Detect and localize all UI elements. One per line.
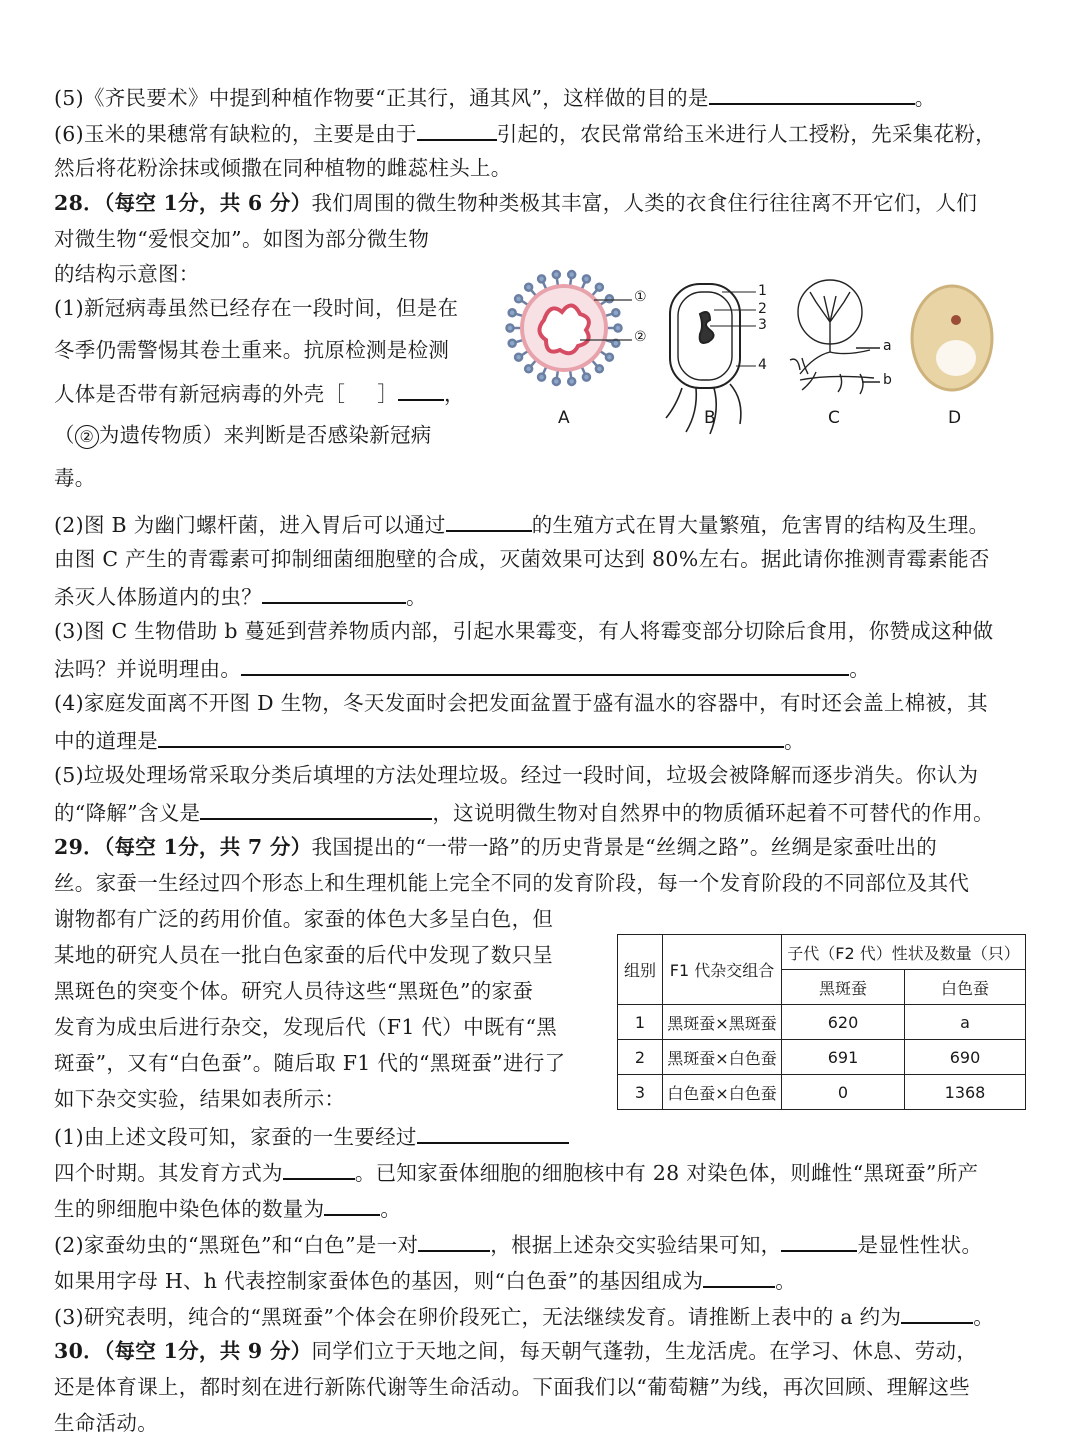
table-row	[618, 1040, 1026, 1075]
q28-2	[54, 508, 989, 540]
q28-5-tail: ，这说明微生物对自然界中的物质循环起着不可替代的作用。	[432, 801, 994, 825]
period: 。	[775, 1269, 797, 1293]
answer-blank[interactable]	[398, 377, 444, 401]
answer-blank[interactable]	[283, 1156, 355, 1180]
cell-cross: 黑斑蚕×白色蚕	[663, 1040, 782, 1075]
cell-white: a	[905, 1005, 1026, 1040]
header-cross: F1 代杂交组合	[663, 935, 782, 1005]
mold-label-b: b	[883, 372, 892, 388]
figure-caption-a: A	[558, 408, 570, 428]
answer-blank[interactable]	[709, 81, 915, 105]
q28-5: (5)垃圾处理场常采取分类后填埋的方法处理垃圾。经过一段时间，垃圾会被降解而逐步消失。你认为	[54, 763, 979, 787]
answer-blank[interactable]	[781, 1228, 857, 1252]
q27-5	[54, 81, 936, 113]
q29-3-text: (3)研究表明，纯合的“黑斑蚕”个体会在卵价段死亡，无法继续发育。请推断上表中的 a 约为	[54, 1305, 902, 1329]
answer-blank[interactable]	[446, 508, 532, 532]
mold-drawing	[790, 280, 880, 394]
answer-blank[interactable]	[417, 117, 497, 141]
q27-6	[54, 117, 996, 149]
figure-caption-b: B	[704, 408, 716, 428]
score-note: （每空 1分，共 9 分）	[103, 1339, 312, 1363]
q28-2-cont: 由图 C 产生的青霉素可抑制细菌细胞壁的合成，灭菌效果可达到 80%左右。据此请你推测青霉素能否	[54, 547, 990, 571]
q29-intro: 我国提出的“一带一路”的历史背景是“丝绸之路”。丝绸是家蚕吐出的	[311, 835, 938, 859]
q29-2-text-2: ，根据上述杂交实验结果可知，	[490, 1233, 782, 1257]
cell-white: 1368	[905, 1075, 1026, 1110]
mold-label-a: a	[883, 338, 892, 354]
cell-black: 620	[782, 1005, 905, 1040]
q28-4-cont	[54, 724, 805, 756]
answer-blank[interactable]	[418, 1228, 490, 1252]
virus-label-1: ①	[634, 289, 647, 305]
header-group: 组别	[618, 935, 663, 1005]
q28-1-cont: 冬季仍需警惕其卷土重来。抗原检测是检测	[54, 338, 450, 362]
q28-1-text: 人体是否带有新冠病毒的外壳［	[54, 382, 346, 406]
answer-blank[interactable]	[417, 1120, 569, 1144]
period: 。	[784, 729, 805, 753]
q29-intro-4: 某地的研究人员在一批白色家蚕的后代中发现了数只呈	[54, 943, 554, 967]
q28-3: (3)图 C 生物借助 b 蔓延到营养物质内部，引起水果霉变，有人将霉变部分切除后食用，你赞成这种做	[54, 619, 994, 643]
cell-cross: 白色蚕×白色蚕	[663, 1075, 782, 1110]
q30-intro: 同学们立于天地之间，每天朝气蓬勃，生龙活虎。在学习、休息、劳动，	[311, 1339, 978, 1363]
cell-group: 3	[618, 1075, 663, 1110]
bracket-close: ］	[377, 382, 399, 406]
answer-blank[interactable]	[158, 724, 784, 748]
q28-intro-3: 的结构示意图：	[54, 262, 200, 286]
q29-1-text-2: 四个时期。其发育方式为	[54, 1161, 283, 1185]
q29-1-cont2	[54, 1192, 401, 1224]
q29-1-cont	[54, 1156, 978, 1188]
q28-4-text-2: 中的道理是	[54, 729, 158, 753]
q29-intro-7: 斑蚕”，又有“白色蚕”。随后取 F1 代的“黑斑蚕”进行了	[54, 1051, 566, 1075]
q28-2-text: (2)图 B 为幽门螺杆菌，进入胃后可以通过	[54, 513, 446, 537]
cell-group: 2	[618, 1040, 663, 1075]
cell-cross: 黑斑蚕×黑斑蚕	[663, 1005, 782, 1040]
q28-4: (4)家庭发面离不开图 D 生物，冬天发面时会把发面盆置于盛有温水的容器中，有时还会盖上棉被，其	[54, 691, 988, 715]
q29-2-cont	[54, 1264, 796, 1296]
bacterium-label-1: 1	[758, 283, 767, 299]
q29-1-text-4: 生的卵细胞中染色体的数量为	[54, 1197, 325, 1221]
q27-6-text: (6)玉米的果穗常有缺粒的，主要是由于	[54, 122, 417, 146]
table-row	[618, 1075, 1026, 1110]
q29-header	[54, 832, 937, 862]
q28-1: (1)新冠病毒虽然已经存在一段时间，但是在	[54, 296, 459, 320]
answer-blank[interactable]	[200, 796, 432, 820]
cell-black: 691	[782, 1040, 905, 1075]
q29-2-text: (2)家蚕幼虫的“黑斑色”和“白色”是一对	[54, 1233, 419, 1257]
period: 。	[380, 1197, 402, 1221]
score-note: （每空 1分，共 7 分）	[103, 835, 312, 859]
figure-caption-d: D	[948, 408, 962, 428]
q27-6-cont: 然后将花粉涂抹或倾撒在同种植物的雌蕊柱头上。	[54, 156, 512, 180]
q28-intro-2: 对微生物“爱恨交加”。如图为部分微生物	[54, 227, 430, 251]
q28-1-cont3	[54, 420, 432, 450]
question-number: 30．	[54, 1339, 104, 1363]
q29-1-text-3: 。已知家蚕体细胞的细胞核中有 28 对染色体，则雌性“黑斑蚕”所产	[354, 1161, 979, 1185]
answer-blank[interactable]	[262, 580, 406, 604]
header-offspring: 子代（F2 代）性状及数量（只）	[782, 935, 1026, 970]
q27-6-tail: 引起的，农民常常给玉米进行人工授粉，先采集花粉，	[496, 122, 996, 146]
figure-caption-c: C	[828, 408, 840, 428]
period: 。	[973, 1305, 995, 1329]
q29-intro-2: 丝。家蚕一生经过四个形态上和生理机能上完全不同的发育阶段，每一个发育阶段的不同部位及其代	[54, 871, 970, 895]
q29-2-tail: 是显性性状。	[857, 1233, 983, 1257]
answer-blank[interactable]	[703, 1264, 775, 1288]
q28-5-text-2: 的“降解”含义是	[54, 801, 201, 825]
q30-intro-3: 生命活动。	[54, 1411, 158, 1435]
virus-label-2: ②	[634, 329, 647, 345]
cross-results-table	[617, 934, 1026, 1110]
cell-white: 690	[905, 1040, 1026, 1075]
score-note: （每空 1分，共 6 分）	[103, 191, 312, 215]
paren-open: （	[54, 423, 75, 447]
q28-2-tail: 的生殖方式在胃大量繁殖，危害胃的结构及生理。	[531, 513, 990, 537]
q29-intro-3: 谢物都有广泛的药用价值。家蚕的体色大多呈白色，但	[54, 907, 554, 931]
q29-2-text-3: 如果用字母 H、h 代表控制家蚕体色的基因，则“白色蚕”的基因组成为	[54, 1269, 704, 1293]
q29-intro-8: 如下杂交实验，结果如表所示：	[54, 1087, 346, 1111]
q29-1-text: (1)由上述文段可知，家蚕的一生要经过	[54, 1125, 417, 1149]
answer-blank[interactable]	[241, 652, 849, 676]
table-row	[618, 1005, 1026, 1040]
q28-5-cont	[54, 796, 994, 828]
comma: ，	[444, 382, 465, 406]
q28-3-cont	[54, 652, 870, 684]
q28-1-text-3: 为遗传物质）来判断是否感染新冠病	[98, 423, 432, 447]
bacterium-label-4: 4	[758, 357, 767, 373]
q28-2-text-3: 杀灭人体肠道内的虫？	[54, 585, 262, 609]
q28-1-cont2	[54, 377, 465, 409]
q28-header	[54, 188, 977, 218]
q28-intro: 我们周围的微生物种类极其丰富，人类的衣食住行往往离不开它们，人们	[311, 191, 978, 215]
period: 。	[849, 657, 871, 681]
q29-intro-5: 黑斑色的突变个体。研究人员待这些“黑斑色”的家蚕	[54, 979, 534, 1003]
q29-1	[54, 1120, 569, 1152]
q27-5-tail: 。	[914, 86, 936, 110]
period: 。	[406, 585, 427, 609]
question-number: 29．	[54, 835, 104, 859]
yeast-drawing	[912, 286, 992, 390]
cell-group: 1	[618, 1005, 663, 1040]
question-number: 28．	[54, 191, 104, 215]
circled-number: ②	[75, 425, 99, 449]
q28-1-end: 毒。	[54, 466, 96, 490]
q27-5-text: (5)《齐民要术》中提到种植作物要“正其行，通其风”，这样做的目的是	[54, 86, 709, 110]
microbe-figure	[500, 262, 1020, 442]
answer-blank[interactable]	[324, 1192, 380, 1216]
bacterium-label-3: 3	[758, 317, 767, 333]
q29-2	[54, 1228, 982, 1260]
q29-3	[54, 1300, 994, 1332]
q30-header	[54, 1336, 977, 1366]
q28-2-cont2	[54, 580, 427, 612]
q29-intro-6: 发育为成虫后进行杂交，发现后代（F1 代）中既有“黑	[54, 1015, 558, 1039]
header-white: 白色蚕	[905, 970, 1026, 1005]
answer-blank[interactable]	[901, 1300, 973, 1324]
header-black: 黑斑蚕	[782, 970, 905, 1005]
q30-intro-2: 还是体育课上，都时刻在进行新陈代谢等生命活动。下面我们以“葡萄糖”为线，再次回顾、理解这些	[54, 1375, 970, 1399]
cell-black: 0	[782, 1075, 905, 1110]
q28-3-text-2: 法吗？并说明理由。	[54, 657, 242, 681]
bacterium-label-2: 2	[758, 301, 767, 317]
virus-drawing	[507, 271, 633, 385]
